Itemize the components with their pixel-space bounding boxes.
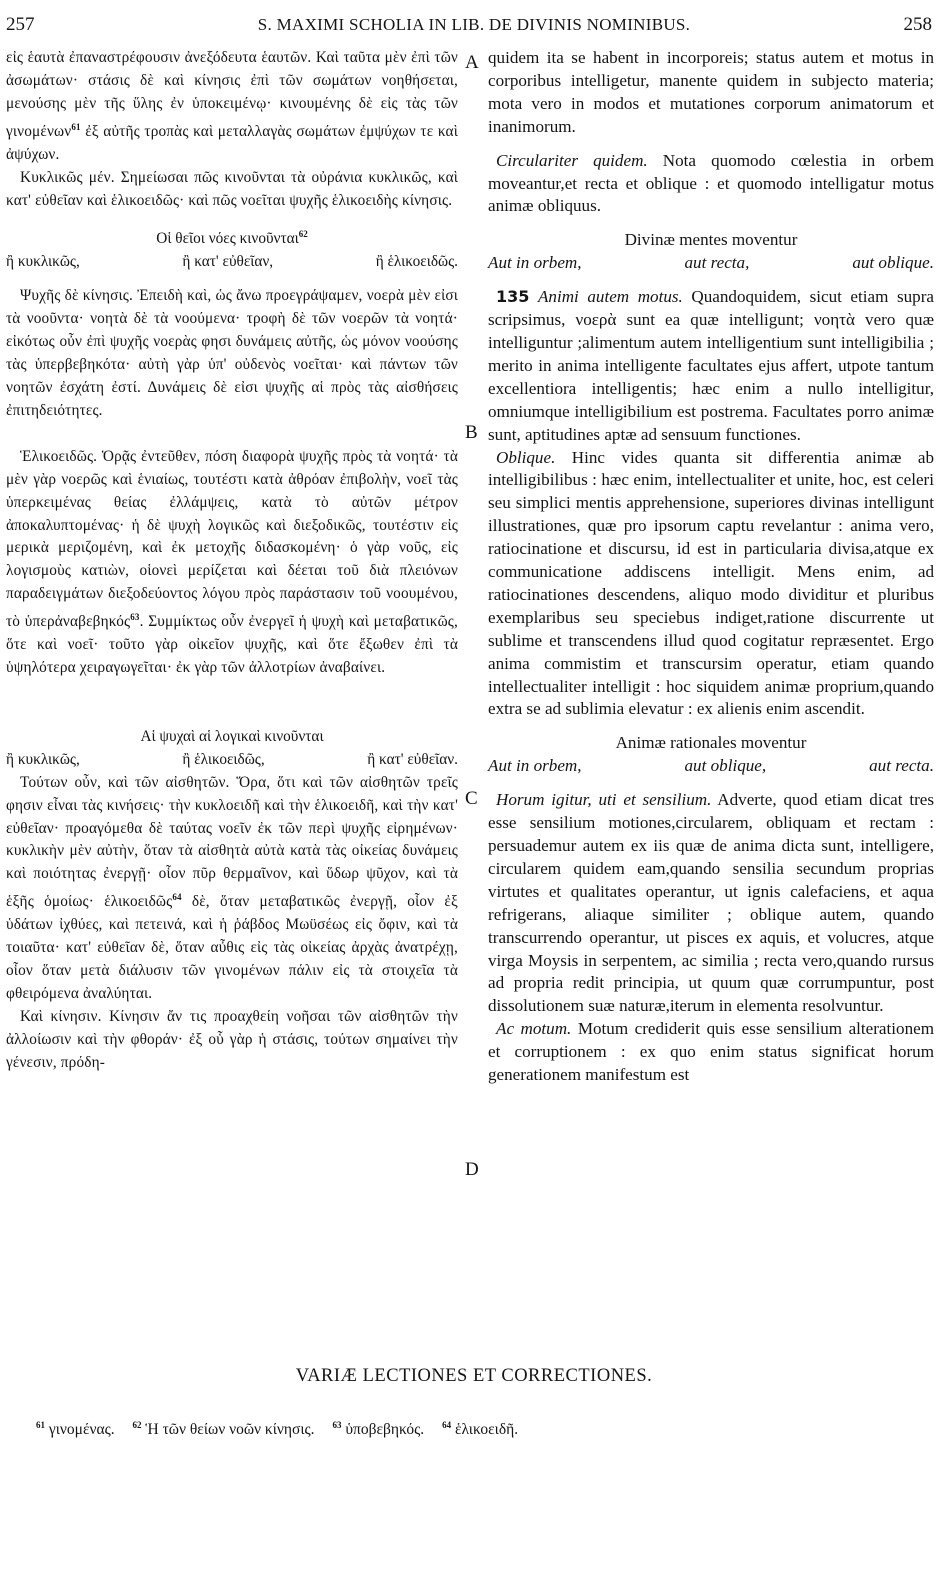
footnote-ref-63: 63 — [130, 612, 140, 623]
lemma: Animi autem motus. — [537, 287, 683, 307]
margin-letter-a: A — [465, 52, 479, 73]
latin-paragraph-2: Circulariter quidem. Nota quomodo cœlestia in orbem moveantur,et recta et oblique : et quomodo intelligatur motus animæ obliquus. — [488, 150, 934, 216]
greek-options-1: ἢ κυκλικῶς, ἢ κατ' εὐθεῖαν, ἢ ἑλικοειδῶς. — [6, 253, 458, 271]
latin-paragraph-1: quidem ita se habent in incorporeis; status autem et motus in corporibus intelligetur, manente quidem in subjecto materia; mota vero in modos et mutationes corporum animatorum et inanimorum. — [488, 48, 934, 136]
latin-column — [488, 47, 934, 1087]
margin-letter-c: C — [465, 788, 478, 809]
greek-paragraph-6: Καὶ κίνησιν. Κίνησιν ἄν τις προαχθείη νοῆσαι τῶν αἰσθητῶν τὴν ἀλλοίωσιν καὶ τὴν φθοράν· ἐξ οὗ γὰρ ἡ στάσις, τούτων σημαίνει τὴν γένεσιν, πρόδη- — [6, 1007, 458, 1071]
greek-paragraph-1: εἰς ἑαυτὰ ἐπαναστρέφουσιν ἀνεξόδευτα ἑαυτῶν. Καὶ ταῦτα μὲν ἐπὶ τῶν ἀσωμάτων· στάσις δὲ καὶ κίνησις ἐπὶ τῶν σωμάτων νοηθήσεται, μενούσης μὲν τῆς ὕλης ἐν ὑποκειμένῳ· κινουμένης δὲ εἰς τὰς τῶν γινομένων$^{61}$ ἐξ αὐτῆς τροπὰς καὶ μεταλλαγὰς σωμάτων ἐμψύχων τε καὶ ἀψύχων. — [6, 49, 458, 163]
variant-item: $^{63}$ ὑποβεβηκός. — [332, 1420, 425, 1439]
greek-paragraph-5: Τούτων οὖν, καὶ τῶν αἰσθητῶν. Ὅρα, ὅτι καὶ τῶν αἰσθητῶν τρεῖς φησιν εἶναι τὰς κινήσεις· τὴν κυκλοειδῆ καὶ τὴν ἑλικοειδῆ, καὶ τὴν κατ' εὐθεῖαν· προαγόμεθα δὲ ταύτας νοεῖν ἐκ τῶν περὶ ψυχῆς εἰρημένων· κυκλικὴν μὲν αὐτὴν, ὅταν τὰ αἰσθητὰ αὐτὰ κατὰ τὰς οἰκείας δυνάμεις καὶ ποιότητας ἐνεργῇ· οἷον πῦρ θερμαῖνον, καὶ ὕδωρ ψῦχον, καὶ τὰ ἑξῆς ὁμοίως· ἑλικοειδῶς$^{64}$ δὲ, ὅταν μεταβατικῶς ἐνεργῇ, οἷον ἐξ ὑδάτων ἰχθύες, καὶ πετεινά, καὶ ἡ ῥάβδος Μωϋσέως εἰς ὄφιν, καὶ τὰ τοιαῦτα· κατ' εὐθεῖαν δὲ, ὅταν αὖθις εἰς τὰς οἰκείας ἀρχὰς ἀνατρέχῃ, οἷον ὅταν μετὰ διάλυσιν τῶν γινομένων πάλιν εἰς τὰ στοιχεῖα τὰ φθειρόμενα ἀναλύηται. — [6, 773, 458, 1002]
page-number-right: 258 — [903, 14, 932, 35]
variant-item: $^{62}$ Ἡ τῶν θείων νοῶν κίνησις. — [132, 1420, 315, 1439]
greek-subheading-1: Οἱ θεῖοι νόες κινοῦνται$^{62}$ — [156, 229, 308, 248]
footnote-ref-61: 61 — [71, 121, 81, 132]
variae-lectiones-list — [36, 1420, 532, 1439]
running-header — [0, 14, 948, 38]
latin-subheading-1: Divinæ mentes moventur — [624, 230, 798, 250]
lemma: Oblique. — [496, 447, 556, 467]
greek-paragraph-2: Κυκλικῶς μέν. Σημείωσαι πῶς κινοῦνται τὰ οὐράνια κυκλικῶς, καὶ κατ' εὐθεῖαν καὶ ἑλικοειδῶς· καὶ πῶς νοεῖται ψυχῆς ἑλικοειδὴς κίνησις. — [6, 168, 458, 209]
greek-paragraph-3: Ψυχῆς δὲ κίνησις. Ἐπειδὴ καὶ, ὡς ἄνω προεγράψαμεν, νοερὰ μὲν εἰσι τὰ νοοῦντα· νοητὰ δὲ τὰ νοούμενα· τροφὴ δὲ τῶν νοερῶν τὰ νοητά· εἰκότως οὖν ἐπὶ ψυχῆς νοερὰς φησι δυνάμεις αὐτῆς, ὡς μόνον νοούσης τὰς ὑπερβεβηκότα· αὐτὴ γὰρ ὑπ' οὐδενὸς νοεῖται· καὶ πάντων τῶν νοητῶν ἐσχάτη ἐστί. Δυνάμεις δὲ εἰσι ψυχῆς αἱ πρὸς τὰς αἰσθήσεις ἐπιτηδειότητες. — [6, 287, 458, 419]
latin-paragraph-3: 135 Animi autem motus. Quandoquidem, sicut etiam supra scripsimus, νοερὰ sunt ea quæ intelligunt; νοητὰ vero quæ intelliguntur ;alimentum autem intelligentium sunt intelligibilia ; merito in anima intelligente facultates ejus affert, utpote tantum excellentiora intelligentis; hæc enim a nullo intelligitur, omniumque intelligibilium est postrema. Facultates porro animæ sunt, aptitudines aptæ ad sensuum functiones. — [488, 287, 934, 444]
greek-options-2: ἢ κυκλικῶς, ἢ ἑλικοειδῶς, ἢ κατ' εὐθεῖαν. — [6, 750, 458, 768]
latin-options-2: Aut in orbem, aut oblique, aut recta. — [488, 756, 934, 776]
footnote-ref-64: 64 — [172, 892, 182, 903]
lemma: Horum igitur, uti et sensilium. — [496, 790, 712, 810]
margin-letter-d: D — [465, 1159, 479, 1180]
latin-paragraph-4: Oblique. Hinc vides quanta sit differentia animæ ab intelligibilibus : hæc enim, intellectualiter et unite, hoc, est celeri seu simplici mentis apprehensione, superiores divinas intelligunt illustrationes, quæ pro ipsorum captu revelantur : anima vero, ratiocinatione et discursu, id est in particularia divisa,atque ex communicatione addiscens intelligit. Mens enim, ad ratiocinationes descendens, aliquo modo dividitur et pluribus exemplaribus seu speciebus indiget,ratione discurrente ut sublime et transcendens illud quod cogitatur repræsentet. Ergo anima commistim et transcursim operatur, etiam quando intellectualiter intelligit : hoc siquidem animæ proprium,quando extra se ad sublimia elevatur : ex alienis enim ascendit. — [488, 447, 934, 719]
latin-paragraph-6: Ac motum. Motum crediderit quis esse sensilium alterationem et corruptionem : ex quo enim status significat horum generationem manifestum est — [488, 1019, 934, 1085]
footnote-ref-62: 62 — [298, 229, 308, 240]
latin-subheading-2: Animæ rationales moventur — [615, 733, 807, 753]
lemma: Circulariter quidem. — [496, 150, 648, 170]
latin-paragraph-5: Horum igitur, uti et sensilium. Adverte, quod etiam dicat tres esse sensilium motiones,circularem, obliquam et rectam : persuademur autem ex iis quæ de anima dicta sunt, intelligere, circularem quidem eam,quando sensilia secundum proprias virtutes et qualitates operantur, ut ignis calefaciens, et aqua refrigerans, aliaque similiter ; oblique autem, quando transcurrendo operantur, ut pisces ex aquis, et volucres, atque virga Moysis in serpentem, ac similia ; recta vero,quando rursus ad propria redit principia, ut quum quæ corrumpuntur, post dissolutionem suæ naturæ,iterum in elementa resolvuntur. — [488, 790, 935, 1016]
lemma: Ac motum. — [496, 1019, 572, 1039]
running-title: S. MAXIMI SCHOLIA IN LIB. DE DIVINIS NOMINIBUS. — [257, 15, 691, 34]
margin-letter-b: B — [465, 422, 478, 443]
greek-column — [6, 47, 458, 1075]
greek-subheading-2: Αἱ ψυχαὶ αἱ λογικαὶ κινοῦνται — [140, 727, 324, 745]
latin-options-1: Aut in orbem, aut recta, aut oblique. — [488, 253, 934, 273]
page-number-left: 257 — [6, 14, 35, 35]
variae-lectiones-title: VARIÆ LECTIONES ET CORRECTIONES. — [295, 1366, 653, 1386]
variant-item: $^{61}$ γινομένας. — [36, 1420, 115, 1439]
section-number: 135 — [496, 287, 530, 307]
variant-item: $^{64}$ ἑλικοειδῆ. — [442, 1420, 519, 1439]
greek-paragraph-4: Ἑλικοειδῶς. Ὁρᾷς ἐντεῦθεν, πόση διαφορὰ ψυχῆς πρὸς τὰ νοητά· τὰ μὲν γὰρ νοερῶς καὶ ἑνιαίως, τουτέστι κατὰ ἀθρόαν ἐπιβολὴν, νοεῖ τὰς ὑπερκειμένας θείας ἐλλάμψεις, κατὰ τὸ αὐτῶν μέτρον ἀποκαλυπτομένας· ἡ δὲ ψυχὴ λογικῶς καὶ διεξοδικῶς, τουτέστιν εἰς μερικὰ μεριζομένη, καὶ ἐκ μετοχῆς διδασκομένη· ὁ γὰρ νοῦς, εἰς λογισμοὺς κατιὼν, οἱονεὶ μερίζεται καὶ δέεται τοῦ διὰ πλειόνων παραδειγμάτων διεξοδεύοντος λόγου πρὸς παράστασιν τοῦ νοουμένου, τὸ ὑπερἀναβεβηκός$^{63}$. Συμμίκτως οὖν ἐνεργεῖ ἡ ψυχὴ καὶ μεταβατικῶς, ὅτε καὶ νοεῖ· τοῦτο γὰρ οἰκεῖον ψυχῆς, καὶ ὅτε ἔξωθεν ἐπὶ τὰ ὑψηλότερα χειραγωγεῖται· ἐκ γὰρ τῶν ἀλλοτρίων ἀναβαίνει. — [6, 447, 458, 677]
